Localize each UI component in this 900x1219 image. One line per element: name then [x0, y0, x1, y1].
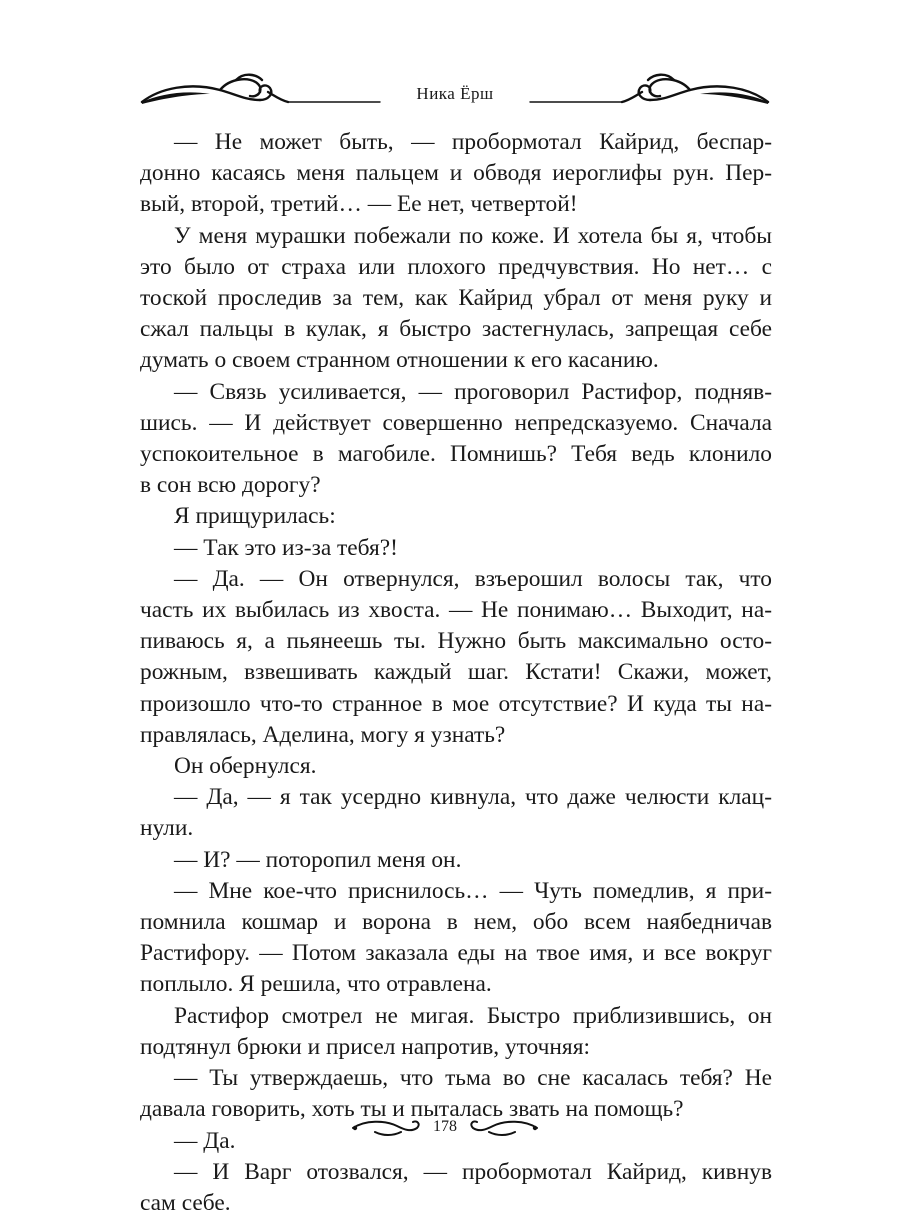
running-header — [140, 70, 770, 114]
text-line: — Мне кое-что приснилось… — Чуть помедлив, я при- — [174, 877, 772, 904]
text-line: — Ты утверждаешь, что тьма во сне касалась тебя? Не — [174, 1065, 772, 1092]
text-line: рожным, взвешивать каждый шаг. Кстати! Скажи, может, — [140, 659, 772, 686]
text-line: Растифор смотрел не мигая. Быстро приблизившись, он — [174, 1002, 772, 1029]
text-line: Растифору. — Потом заказала еды на твое имя, и все вокруг — [140, 940, 772, 967]
text-line: думать о своем странном отношении к его касанию. — [140, 347, 659, 374]
text-line: сжал пальцы в кулак, я быстро застегнулась, запрещая себе — [140, 316, 772, 343]
text-line: помнила кошмар и ворона в нем, обо всем наябедничав — [140, 909, 772, 936]
author-name: Ника Ёрш — [416, 84, 494, 103]
text-line: давала говорить, хоть ты и пыталась звать на помощь? — [140, 1096, 684, 1123]
text-line: нули. — [140, 815, 194, 842]
text-line: успокоительное в магобиле. Помнишь? Тебя ведь клонило — [140, 441, 772, 468]
text-line: тоской проследив за тем, как Кайрид убрал от меня руку и — [140, 285, 772, 312]
page-number: 178 — [433, 1118, 457, 1135]
text-line: правлялась, Аделина, могу я узнать? — [140, 721, 506, 748]
text-line: пиваюсь я, а пьянеешь ты. Нужно быть максимально осто- — [140, 628, 772, 655]
text-line: — Да. — Он отвернулся, взъерошил волосы так, что — [174, 565, 772, 592]
text-line: сам себе. — [140, 1189, 231, 1216]
text-line: — Да, — я так усердно кивнула, что даже челюсти клац- — [174, 784, 772, 811]
text-line: донно касаясь меня пальцем и обводя иероглифы рун. Пер- — [140, 160, 772, 187]
text-line: часть их выбилась из хвоста. — Не понимаю… Выходит, на- — [140, 597, 772, 624]
text-line: в сон всю дорогу? — [140, 472, 321, 499]
text-line: подтянул брюки и присел напротив, уточняя: — [140, 1033, 590, 1060]
text-line: произошло что-то странное в мое отсутствие? И куда ты на- — [140, 690, 772, 717]
text-line: — И Варг отозвался, — пробормотал Кайрид, кивнув — [174, 1158, 772, 1185]
text-line: — Да. — [174, 1127, 236, 1154]
body-text — [140, 127, 772, 1219]
text-line: Я прищурилась: — [174, 503, 336, 530]
text-line: — Так это из-за тебя?! — [174, 534, 398, 561]
text-line: вый, второй, третий… — Ее нет, четвертой! — [140, 191, 578, 218]
text-line: это было от страха или плохого предчувствия. Но нет… с — [140, 253, 772, 280]
text-line: шись. — И действует совершенно непредсказуемо. Сначала — [140, 409, 772, 436]
text-line: — И? — поторопил меня он. — [174, 846, 462, 873]
page-footer — [345, 1110, 545, 1146]
text-line: У меня мурашки побежали по коже. И хотела бы я, чтобы — [174, 222, 772, 249]
text-line: Он обернулся. — [174, 753, 317, 780]
text-line: — Связь усиливается, — проговорил Растифор, подняв- — [174, 378, 772, 405]
text-line: — Не может быть, — пробормотал Кайрид, беспар- — [174, 129, 772, 155]
text-line: поплыло. Я решила, что отравлена. — [140, 971, 492, 998]
